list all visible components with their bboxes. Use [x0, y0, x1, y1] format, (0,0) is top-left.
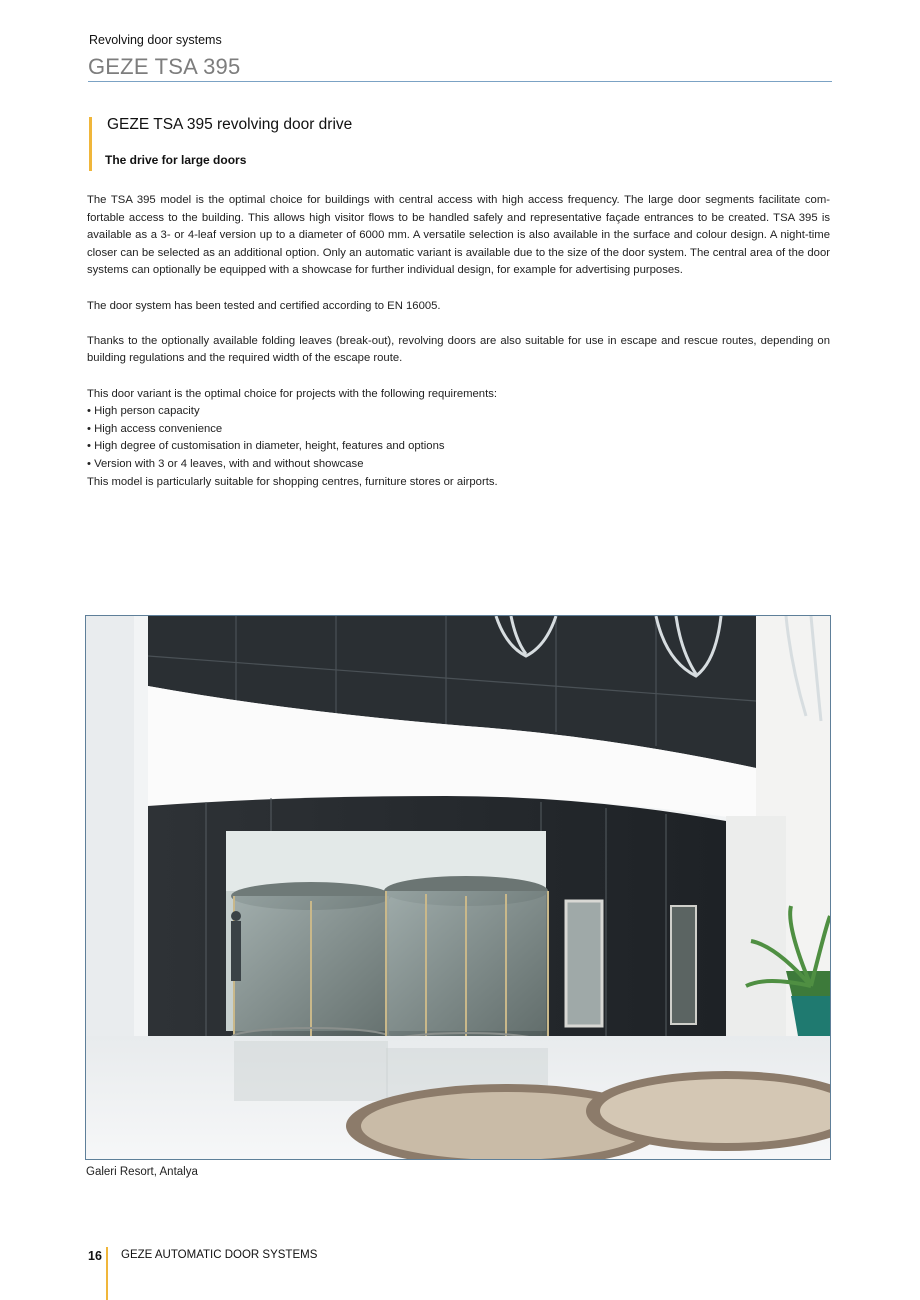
page-number: 16	[88, 1249, 102, 1263]
list-item: • Version with 3 or 4 leaves, with and without showcase	[87, 456, 830, 474]
photo-caption: Galeri Resort, Antalya	[86, 1166, 198, 1178]
requirements-list	[87, 403, 830, 473]
paragraph-certification: The door system has been tested and certified according to EN 16005.	[87, 299, 441, 312]
list-item: • High person capacity	[87, 403, 830, 421]
footer-title: GEZE AUTOMATIC DOOR SYSTEMS	[121, 1249, 318, 1261]
section-accent-bar	[89, 117, 92, 171]
body-text	[87, 192, 830, 491]
closing-line: This model is particularly suitable for shopping centres, furniture stores or airports.	[87, 475, 498, 488]
list-item: • High access convenience	[87, 421, 830, 439]
paragraph-intro: The TSA 395 model is the optimal choice for buildings with central access with high access frequency. The large door segments facilitate com-fortable access to the building. This allows high visitor flows to be handled safely and representative façade entrances to be created. TSA 395 is available as a 3- or 4-leaf version up to a diameter of 6000 mm. A versatile selection is also available in the surface and colour design. A night-time closer can be selected as an additional option. Only an automatic variant is available due to the size of the door system. The central area of the door systems can optionally be equipped with a showcase for further individual design, for example for advertising purposes.	[87, 194, 830, 277]
paragraph-escape-routes: Thanks to the optionally available folding leaves (break-out), revolving doors are also suitable for use in escape and rescue routes, depending on building regulations and the required width of the escape route.	[87, 334, 830, 365]
header-rule	[88, 81, 832, 82]
header-kicker: Revolving door systems	[89, 33, 222, 47]
list-item: • High degree of customisation in diameter, height, features and options	[87, 438, 830, 456]
lobby-photo	[85, 615, 831, 1160]
section-subtitle: The drive for large doors	[105, 153, 247, 167]
section-title: GEZE TSA 395 revolving door drive	[107, 116, 353, 133]
footer-accent-bar	[106, 1247, 108, 1300]
page-title: GEZE TSA 395	[88, 54, 241, 79]
list-intro: This door variant is the optimal choice for projects with the following requirements:	[87, 387, 498, 400]
